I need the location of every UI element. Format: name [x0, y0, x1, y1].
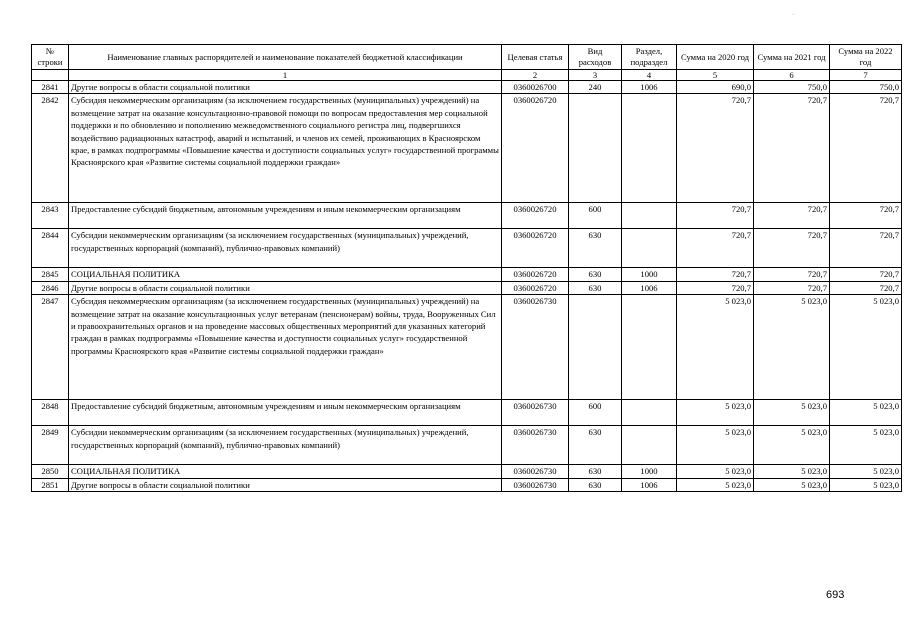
row-sum-2020: 5 023,0 — [677, 400, 754, 426]
index-cell — [32, 70, 69, 81]
row-sum-2021: 5 023,0 — [754, 478, 830, 491]
row-sum-2021: 5 023,0 — [754, 465, 830, 478]
row-article: 0360026720 — [502, 268, 569, 281]
row-number: 2847 — [32, 295, 69, 400]
row-sum-2022: 720,7 — [830, 268, 902, 281]
row-sum-2021: 720,7 — [754, 268, 830, 281]
table-row — [32, 465, 902, 478]
table-row — [32, 281, 902, 294]
row-name: Субсидии некоммерческим организациям (за исключением государственных (муниципальных) учреждений, государственных корпораций (компаний), публично-правовых компаний) — [69, 426, 502, 465]
row-type: 600 — [569, 400, 622, 426]
page-number: 693 — [826, 589, 845, 601]
row-sum-2021: 5 023,0 — [754, 400, 830, 426]
row-sum-2021: 750,0 — [754, 81, 830, 94]
row-type: 630 — [569, 478, 622, 491]
table-row — [32, 94, 902, 203]
row-section — [622, 229, 677, 268]
row-number: 2844 — [32, 229, 69, 268]
row-sum-2021: 720,7 — [754, 229, 830, 268]
row-sum-2022: 5 023,0 — [830, 478, 902, 491]
row-section: 1006 — [622, 478, 677, 491]
row-section: 1006 — [622, 81, 677, 94]
row-type — [569, 295, 622, 400]
row-number: 2842 — [32, 94, 69, 203]
row-name: Предоставление субсидий бюджетным, автономным учреждениям и иным некоммерческим организациям — [69, 203, 502, 229]
scan-speck: · — [792, 12, 794, 18]
row-number: 2848 — [32, 400, 69, 426]
header-article: Целевая статья — [502, 45, 569, 70]
header-name: Наименование главных распорядителей и наименование показателей бюджетной классификации — [69, 45, 502, 70]
row-type: 630 — [569, 426, 622, 465]
row-name: Субсидия некоммерческим организациям (за исключением государственных (муниципальных) учреждений) на возмещение затрат на оказание консультационно-правовой помощи по вопросам предоставления мер социальной поддержки и по обновлению и пополнению межведомственного социального регистра лиц, подвергшихся воздействию радиационных катастроф, аварий и испытаний, и членов их семей, проживающих в Красноярском крае, в рамках подпрограммы «Повышение качества и доступности социальных услуг» государственной программы Красноярского края «Развитие системы социальной поддержки граждан» — [69, 94, 502, 203]
row-type: 600 — [569, 203, 622, 229]
row-sum-2020: 5 023,0 — [677, 465, 754, 478]
row-section — [622, 400, 677, 426]
table-row — [32, 229, 902, 268]
header-2022: Сумма на 2022 год — [830, 45, 902, 70]
row-type — [569, 94, 622, 203]
row-sum-2020: 720,7 — [677, 229, 754, 268]
row-sum-2021: 720,7 — [754, 94, 830, 203]
index-cell: 6 — [754, 70, 830, 81]
row-section: 1006 — [622, 281, 677, 294]
table-row — [32, 295, 902, 400]
table-row — [32, 81, 902, 94]
row-sum-2022: 720,7 — [830, 229, 902, 268]
row-name: Другие вопросы в области социальной политики — [69, 81, 502, 94]
row-sum-2020: 5 023,0 — [677, 478, 754, 491]
index-cell: 5 — [677, 70, 754, 81]
row-sum-2020: 720,7 — [677, 94, 754, 203]
row-type: 630 — [569, 229, 622, 268]
row-sum-2021: 720,7 — [754, 281, 830, 294]
index-cell: 4 — [622, 70, 677, 81]
row-sum-2020: 5 023,0 — [677, 426, 754, 465]
table-row — [32, 400, 902, 426]
row-sum-2021: 5 023,0 — [754, 295, 830, 400]
row-section: 1000 — [622, 268, 677, 281]
row-article: 0360026730 — [502, 426, 569, 465]
row-type: 240 — [569, 81, 622, 94]
row-number: 2846 — [32, 281, 69, 294]
table-row — [32, 426, 902, 465]
index-cell: 2 — [502, 70, 569, 81]
table-row — [32, 478, 902, 491]
row-name: Субсидия некоммерческим организациям (за исключением государственных (муниципальных) учреждений) на возмещение затрат на оказание консультационных услуг ветеранам (пенсионерам) войны, труда, Вооруженных Сил и правоохранительных органов и на проведение массовых общественных мероприятий для указанных категорий граждан в рамках подпрограммы «Повышение качества и доступности социальных услуг» государственной программы Красноярского края «Развитие системы социальной поддержки граждан» — [69, 295, 502, 400]
table-row — [32, 268, 902, 281]
row-sum-2022: 750,0 — [830, 81, 902, 94]
row-section — [622, 295, 677, 400]
row-type: 630 — [569, 268, 622, 281]
header-2020: Сумма на 2020 год — [677, 45, 754, 70]
row-sum-2020: 5 023,0 — [677, 295, 754, 400]
row-article: 0360026720 — [502, 229, 569, 268]
row-name: Другие вопросы в области социальной политики — [69, 478, 502, 491]
row-article: 0360026720 — [502, 94, 569, 203]
row-article: 0360026700 — [502, 81, 569, 94]
row-article: 0360026720 — [502, 203, 569, 229]
row-type: 630 — [569, 281, 622, 294]
row-type: 630 — [569, 465, 622, 478]
row-name: Предоставление субсидий бюджетным, автономным учреждениям и иным некоммерческим организациям — [69, 400, 502, 426]
header-no: № строки — [32, 45, 69, 70]
row-number: 2841 — [32, 81, 69, 94]
index-cell: 7 — [830, 70, 902, 81]
row-sum-2020: 720,7 — [677, 203, 754, 229]
row-article: 0360026720 — [502, 281, 569, 294]
row-sum-2022: 720,7 — [830, 203, 902, 229]
row-article: 0360026730 — [502, 478, 569, 491]
row-section: 1000 — [622, 465, 677, 478]
row-article: 0360026730 — [502, 465, 569, 478]
row-sum-2022: 720,7 — [830, 281, 902, 294]
row-article: 0360026730 — [502, 295, 569, 400]
row-number: 2849 — [32, 426, 69, 465]
row-section — [622, 426, 677, 465]
row-name: СОЦИАЛЬНАЯ ПОЛИТИКА — [69, 465, 502, 478]
row-sum-2020: 720,7 — [677, 281, 754, 294]
row-sum-2022: 5 023,0 — [830, 400, 902, 426]
row-sum-2020: 720,7 — [677, 268, 754, 281]
table-row — [32, 203, 902, 229]
row-sum-2020: 690,0 — [677, 81, 754, 94]
header-section: Раздел, подраздел — [622, 45, 677, 70]
header-type: Вид расходов — [569, 45, 622, 70]
table-header-row — [32, 45, 902, 70]
row-section — [622, 203, 677, 229]
row-sum-2022: 5 023,0 — [830, 426, 902, 465]
row-sum-2021: 5 023,0 — [754, 426, 830, 465]
index-cell: 3 — [569, 70, 622, 81]
row-number: 2845 — [32, 268, 69, 281]
row-number: 2850 — [32, 465, 69, 478]
row-sum-2022: 720,7 — [830, 94, 902, 203]
row-sum-2022: 5 023,0 — [830, 465, 902, 478]
budget-table — [31, 44, 902, 492]
row-article: 0360026730 — [502, 400, 569, 426]
row-number: 2843 — [32, 203, 69, 229]
header-2021: Сумма на 2021 год — [754, 45, 830, 70]
index-cell: 1 — [69, 70, 502, 81]
row-sum-2021: 720,7 — [754, 203, 830, 229]
row-section — [622, 94, 677, 203]
row-number: 2851 — [32, 478, 69, 491]
table-index-row — [32, 70, 902, 81]
row-name: Субсидии некоммерческим организациям (за исключением государственных (муниципальных) учреждений, государственных корпораций (компаний), публично-правовых компаний) — [69, 229, 502, 268]
row-name: Другие вопросы в области социальной политики — [69, 281, 502, 294]
row-sum-2022: 5 023,0 — [830, 295, 902, 400]
row-name: СОЦИАЛЬНАЯ ПОЛИТИКА — [69, 268, 502, 281]
